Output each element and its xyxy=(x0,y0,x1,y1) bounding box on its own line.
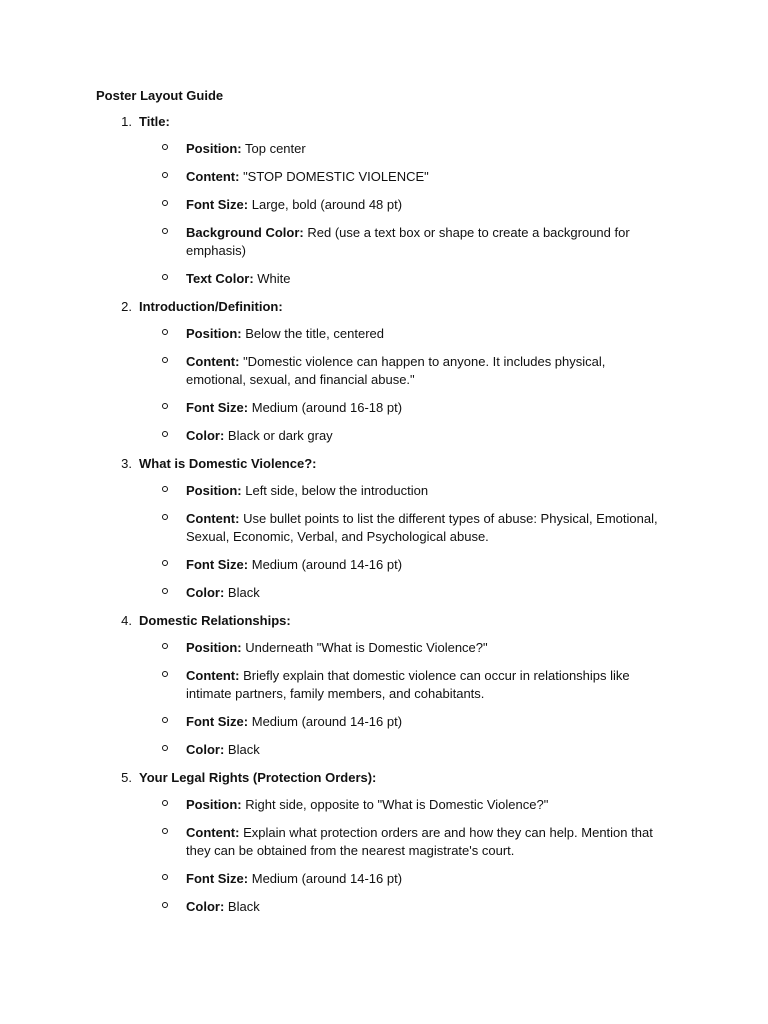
property-item xyxy=(96,555,666,574)
property-label: Position: xyxy=(186,141,242,156)
hollow-circle-bullet-icon xyxy=(162,902,168,908)
property-item xyxy=(96,398,666,417)
property-value: Black xyxy=(227,742,260,757)
property-value: Right side, opposite to "What is Domestic Violence?" xyxy=(245,797,549,812)
property-item xyxy=(96,509,666,546)
property-value: Use bullet points to list the different types of abuse: Physical, Emotional, Sexual, Economic, Verbal, and Psychological abuse. xyxy=(186,511,658,544)
section-list xyxy=(96,112,696,925)
section-number: 3. xyxy=(121,456,132,471)
property-value: Black xyxy=(227,585,260,600)
property-list xyxy=(96,795,696,916)
property-label: Font Size: xyxy=(186,871,249,886)
section-header xyxy=(96,454,696,481)
property-value: Black xyxy=(227,899,260,914)
property-label: Color: xyxy=(186,428,225,443)
section-header xyxy=(96,297,696,324)
section-heading: Your Legal Rights (Protection Orders): xyxy=(139,770,377,785)
hollow-circle-bullet-icon xyxy=(162,874,168,880)
section-4 xyxy=(96,611,696,759)
property-label: Color: xyxy=(186,899,225,914)
section-number: 5. xyxy=(121,770,132,785)
hollow-circle-bullet-icon xyxy=(162,486,168,492)
hollow-circle-bullet-icon xyxy=(162,144,168,150)
property-list xyxy=(96,481,696,602)
section-header xyxy=(96,611,696,638)
hollow-circle-bullet-icon xyxy=(162,717,168,723)
property-item xyxy=(96,583,666,602)
property-list xyxy=(96,139,696,288)
property-value: Left side, below the introduction xyxy=(245,483,429,498)
property-item xyxy=(96,666,666,703)
property-label: Content: xyxy=(186,354,240,369)
hollow-circle-bullet-icon xyxy=(162,172,168,178)
hollow-circle-bullet-icon xyxy=(162,431,168,437)
section-3 xyxy=(96,454,696,602)
section-heading: Domestic Relationships: xyxy=(139,613,291,628)
property-item xyxy=(96,269,666,288)
property-item xyxy=(96,712,666,731)
property-value: Large, bold (around 48 pt) xyxy=(251,197,403,212)
property-label: Position: xyxy=(186,483,242,498)
hollow-circle-bullet-icon xyxy=(162,643,168,649)
property-item xyxy=(96,195,666,214)
property-item xyxy=(96,426,666,445)
property-value: "Domestic violence can happen to anyone. It includes physical, emotional, sexual, and financial abuse." xyxy=(186,354,606,387)
hollow-circle-bullet-icon xyxy=(162,200,168,206)
property-label: Content: xyxy=(186,169,240,184)
property-label: Content: xyxy=(186,668,240,683)
hollow-circle-bullet-icon xyxy=(162,800,168,806)
property-item xyxy=(96,638,666,657)
hollow-circle-bullet-icon xyxy=(162,588,168,594)
hollow-circle-bullet-icon xyxy=(162,274,168,280)
property-list xyxy=(96,324,696,445)
section-1 xyxy=(96,112,696,288)
hollow-circle-bullet-icon xyxy=(162,828,168,834)
property-label: Font Size: xyxy=(186,400,249,415)
property-label: Color: xyxy=(186,742,225,757)
section-heading: What is Domestic Violence?: xyxy=(139,456,317,471)
property-label: Color: xyxy=(186,585,225,600)
property-label: Content: xyxy=(186,511,240,526)
property-item xyxy=(96,324,666,343)
property-label: Position: xyxy=(186,797,242,812)
property-value: Underneath "What is Domestic Violence?" xyxy=(245,640,488,655)
section-heading: Introduction/Definition: xyxy=(139,299,283,314)
property-value: Explain what protection orders are and how they can help. Mention that they can be obtained from the nearest magistrate's court. xyxy=(186,825,653,858)
property-value: White xyxy=(257,271,291,286)
property-item xyxy=(96,740,666,759)
property-value: Red (use a text box or shape to create a background for emphasis) xyxy=(186,225,630,258)
hollow-circle-bullet-icon xyxy=(162,228,168,234)
property-item xyxy=(96,139,666,158)
section-2 xyxy=(96,297,696,445)
property-value: Medium (around 14-16 pt) xyxy=(251,557,403,572)
hollow-circle-bullet-icon xyxy=(162,560,168,566)
property-item xyxy=(96,223,666,260)
property-item xyxy=(96,869,666,888)
property-list xyxy=(96,638,696,759)
property-value: Medium (around 16-18 pt) xyxy=(251,400,403,415)
section-heading: Title: xyxy=(139,114,170,129)
section-number: 1. xyxy=(121,114,132,129)
hollow-circle-bullet-icon xyxy=(162,357,168,363)
section-5 xyxy=(96,768,696,916)
property-label: Content: xyxy=(186,825,240,840)
property-item xyxy=(96,481,666,500)
section-header xyxy=(96,768,696,795)
property-label: Position: xyxy=(186,640,242,655)
hollow-circle-bullet-icon xyxy=(162,403,168,409)
property-value: "STOP DOMESTIC VIOLENCE" xyxy=(243,169,429,184)
hollow-circle-bullet-icon xyxy=(162,514,168,520)
section-header xyxy=(96,112,696,139)
property-value: Medium (around 14-16 pt) xyxy=(251,871,403,886)
section-number: 2. xyxy=(121,299,132,314)
property-value: Medium (around 14-16 pt) xyxy=(251,714,403,729)
property-label: Text Color: xyxy=(186,271,254,286)
property-item xyxy=(96,897,666,916)
hollow-circle-bullet-icon xyxy=(162,745,168,751)
hollow-circle-bullet-icon xyxy=(162,671,168,677)
property-label: Background Color: xyxy=(186,225,304,240)
property-label: Font Size: xyxy=(186,557,249,572)
property-value: Top center xyxy=(245,141,306,156)
property-value: Black or dark gray xyxy=(227,428,333,443)
property-label: Position: xyxy=(186,326,242,341)
property-value: Briefly explain that domestic violence can occur in relationships like intimate partners, family members, and cohabitants. xyxy=(186,668,630,701)
document-title: Poster Layout Guide xyxy=(96,88,224,103)
section-number: 4. xyxy=(121,613,132,628)
hollow-circle-bullet-icon xyxy=(162,329,168,335)
property-value: Below the title, centered xyxy=(245,326,384,341)
property-item xyxy=(96,795,666,814)
property-item xyxy=(96,167,666,186)
property-label: Font Size: xyxy=(186,197,249,212)
property-label: Font Size: xyxy=(186,714,249,729)
property-item xyxy=(96,352,666,389)
property-item xyxy=(96,823,666,860)
